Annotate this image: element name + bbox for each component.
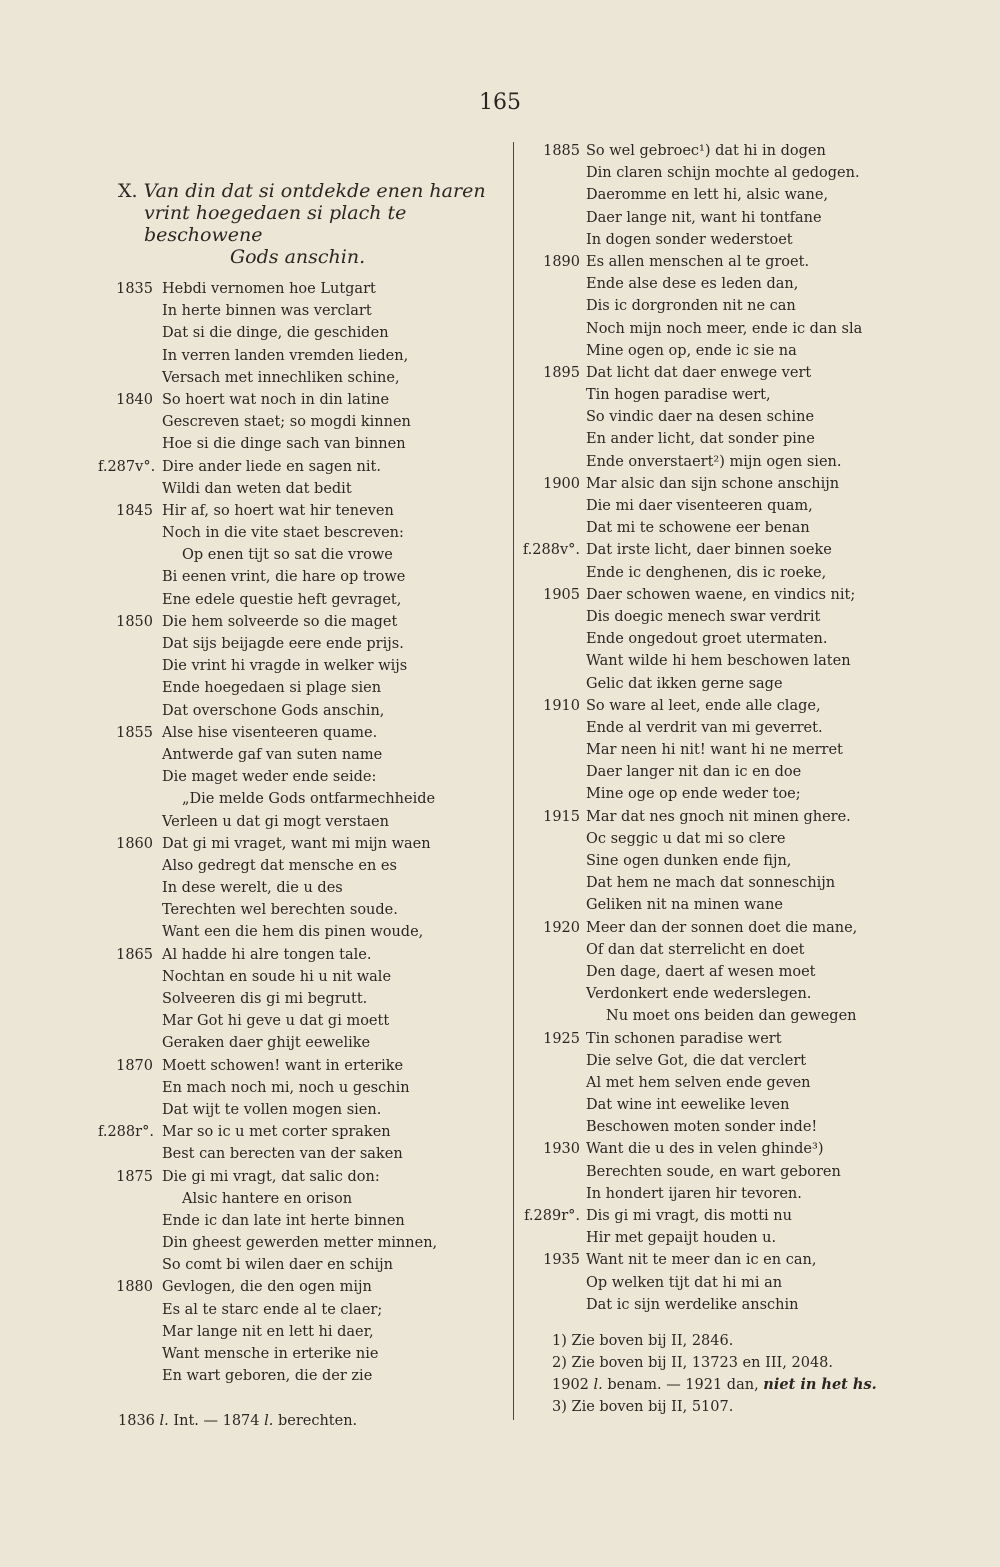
verse-text: Berechten soude, en wart geboren (586, 1163, 841, 1180)
verse-text: Mine oge op ende weder toe; (586, 786, 801, 803)
verse-line (520, 783, 990, 805)
verse-line (98, 1254, 508, 1276)
verse-text: Mine ogen op, ende ic sie na (586, 342, 797, 359)
verse-line (520, 806, 990, 828)
verse-line (98, 1343, 508, 1365)
verse-line (98, 589, 508, 611)
verse-text: Ende hoegedaen si plage sien (162, 680, 382, 697)
verse-number: 1870 (116, 1057, 153, 1074)
verse-number: 1875 (116, 1168, 153, 1185)
verse-text: Hebdi vernomen hoe Lutgart (162, 281, 376, 297)
footnote-verse-number: 1836 (118, 1413, 155, 1429)
verse-line (98, 1121, 508, 1143)
verse-line (98, 1365, 508, 1387)
verse-text: Ende al verdrit van mi geverret. (586, 719, 823, 736)
verse-line (98, 855, 508, 877)
section-numeral: X. (118, 180, 138, 202)
verse-line (520, 828, 990, 850)
verse-text: Noch mijn noch meer, ende ic dan sla (586, 320, 863, 337)
verse-text: Nochtan en soude hi u nit wale (162, 968, 392, 985)
verse-text: Dat hem ne mach dat sonneschijn (586, 875, 836, 892)
footnote-text-2: berechten. (277, 1413, 358, 1429)
section-title-line-3: Gods anschin. (230, 246, 366, 268)
footnote-variant-note: niet in het hs. (763, 1376, 877, 1393)
verse-text: Dis ic dorgronden nit ne can (586, 298, 796, 315)
verse-line (520, 184, 990, 206)
verse-text: Beschowen moten sonder inde! (586, 1119, 818, 1136)
footnote-3: 3) Zie boven bij II, 5107. (552, 1399, 734, 1415)
verse-text: Dat ic sijn werdelike anschin (586, 1296, 799, 1313)
verse-text: Daer lange nit, want hi tontfane (586, 209, 822, 226)
verse-line (98, 1032, 508, 1054)
verse-line (98, 944, 508, 966)
verse-text: Dat wine int eewelike leven (586, 1097, 790, 1114)
verse-number: f.287v°. (98, 458, 156, 475)
verse-line (98, 744, 508, 766)
verse-line (98, 278, 508, 300)
verse-line (98, 300, 508, 322)
verse-text: Al met hem selven ende geven (586, 1074, 811, 1091)
verse-text: Daer schowen waene, en vindics nit; (586, 586, 856, 603)
verse-text: Terechten wel berechten soude. (162, 902, 398, 919)
verse-text: Mar lange nit en lett hi daer, (162, 1323, 374, 1340)
verse-line (98, 389, 508, 411)
verse-text: Dat wijt te vollen mogen sien. (162, 1101, 382, 1118)
verse-line (520, 939, 990, 961)
verse-line (520, 650, 990, 672)
verse-text: Gescreven staet; so mogdi kinnen (162, 414, 411, 431)
verse-line (520, 1183, 990, 1205)
verse-number: 1910 (543, 697, 580, 714)
verse-line (98, 345, 508, 367)
verse-text: Ende ongedout groet utermaten. (586, 631, 828, 648)
verse-line (520, 673, 990, 695)
verse-text: Ende alse dese es leden dan, (586, 276, 799, 293)
verse-line (520, 850, 990, 872)
verse-line (520, 1050, 990, 1072)
verse-line (98, 478, 508, 500)
verse-line (98, 921, 508, 943)
verse-number: 1895 (543, 364, 580, 381)
verse-text: In herte binnen was verclart (162, 303, 372, 320)
verse-line (520, 406, 990, 428)
verse-text: Es allen menschen al te groet. (586, 253, 810, 270)
right-footnotes (552, 1330, 877, 1418)
verse-text: Daeromme en lett hi, alsic wane, (586, 187, 829, 204)
verse-line (520, 495, 990, 517)
verse-line (98, 899, 508, 921)
verse-text: Ende onverstaert²) mijn ogen sien. (586, 453, 842, 470)
section-title-text-1: Van din dat si ontdekde enen haren (143, 180, 486, 202)
verse-line (520, 717, 990, 739)
verse-line (520, 1205, 990, 1227)
verse-line (520, 295, 990, 317)
verse-line (520, 917, 990, 939)
verse-line (98, 611, 508, 633)
verse-text: Moett schowen! want in erterike (162, 1057, 404, 1074)
verse-text: Meer dan der sonnen doet die mane, (586, 919, 858, 936)
verse-text: Die gi mi vragt, dat salic don: (162, 1168, 380, 1185)
verse-line (520, 473, 990, 495)
verse-line (520, 1138, 990, 1160)
verse-text: So wel gebroec¹) dat hi in dogen (586, 143, 826, 159)
verse-line (98, 633, 508, 655)
verse-number: 1920 (543, 919, 580, 936)
verse-number: 1845 (116, 502, 153, 519)
verse-line (98, 788, 508, 810)
verse-line (520, 1094, 990, 1116)
verse-text: Gelic dat ikken gerne sage (586, 675, 783, 692)
verse-number: 1865 (116, 946, 153, 963)
verse-text: Mar Got hi geve u dat gi moett (162, 1013, 390, 1030)
verse-text: Mar dat nes gnoch nit minen ghere. (586, 808, 851, 825)
verse-text: Die hem solveerde so die maget (162, 613, 398, 630)
verse-line (520, 1072, 990, 1094)
verse-line (520, 695, 990, 717)
verse-text: Dis gi mi vragt, dis motti nu (586, 1208, 792, 1224)
verse-text: Op enen tijt so sat die vrowe (182, 547, 393, 564)
verse-line (98, 1299, 508, 1321)
verse-line (98, 1276, 508, 1298)
verse-text: Versach met innechliken schine, (162, 369, 400, 386)
verse-line (520, 761, 990, 783)
verse-text: Want een die hem dis pinen woude, (162, 924, 424, 941)
verse-text: In hondert ijaren hir tevoren. (586, 1185, 802, 1202)
verse-text: Din claren schijn mochte al gedogen. (586, 165, 860, 182)
verse-text: Want mensche in erterike nie (162, 1346, 379, 1362)
verse-text: Verleen u dat gi mogt verstaen (162, 813, 389, 830)
verse-line (520, 451, 990, 473)
verse-text: Dat sijs beijagde eere ende prijs. (162, 636, 404, 652)
verse-line (520, 251, 990, 273)
page-number: 165 (479, 90, 521, 115)
verse-line (520, 428, 990, 450)
verse-text: Nu moet ons beiden dan gewegen (606, 1008, 857, 1025)
verse-line (520, 1249, 990, 1271)
verse-text: Dire ander liede en sagen nit. (162, 458, 381, 475)
verse-text: Dat licht dat daer enwege vert (586, 364, 812, 381)
verse-line (520, 584, 990, 606)
verse-line (98, 433, 508, 455)
verse-line (520, 539, 990, 561)
verse-text: Daer langer nit dan ic en doe (586, 764, 802, 781)
footnote-1: 1) Zie boven bij II, 2846. (552, 1333, 734, 1349)
footnote-lectio-mark-2: l. (264, 1413, 274, 1429)
verse-line (520, 1028, 990, 1050)
footnote-text: Int. — 1874 (173, 1413, 260, 1429)
verse-text: Bi eenen vrint, die hare op trowe (162, 569, 406, 586)
verse-text: Noch in die vite staet bescreven: (162, 525, 404, 542)
verse-text: Best can berecten van der saken (162, 1146, 403, 1163)
verse-line (98, 655, 508, 677)
column-divider (513, 142, 514, 1420)
footnote-2: 2) Zie boven bij II, 13723 en III, 2048. (552, 1355, 834, 1371)
verse-number: 1855 (116, 724, 153, 741)
verse-text: So ware al leet, ende alle clage, (586, 697, 821, 714)
section-title-line-2: vrint hoegedaen si plach te beschowene (144, 202, 407, 246)
verse-text: „Die melde Gods ontfarmechheide (182, 791, 436, 808)
verse-line (520, 562, 990, 584)
verse-number: 1930 (543, 1141, 580, 1158)
verse-text: In dese werelt, die u des (162, 880, 343, 897)
footnote-variant-lectio: l. (593, 1377, 603, 1393)
verse-text: Ende ic dan late int herte binnen (162, 1212, 405, 1229)
verse-number: 1915 (543, 808, 580, 825)
section-title-line-1 (118, 180, 510, 202)
verse-text: Din gheest gewerden metter minnen, (162, 1235, 438, 1252)
verse-number: 1880 (116, 1279, 153, 1296)
verse-text: Mar neen hi nit! want hi ne merret (586, 742, 843, 759)
verse-line (98, 500, 508, 522)
verse-number: 1890 (543, 253, 580, 270)
verse-line (98, 1321, 508, 1343)
verse-text: Wildi dan weten dat bedit (162, 480, 352, 497)
verse-line (520, 362, 990, 384)
verse-line (98, 766, 508, 788)
verse-text: Geraken daer ghijt eewelike (162, 1035, 371, 1052)
verse-text: Dat gi mi vraget, want mi mijn waen (162, 835, 431, 852)
verse-line (98, 988, 508, 1010)
verse-text: Die vrint hi vragde in welker wijs (162, 658, 408, 675)
verse-line (98, 700, 508, 722)
verse-text: Oc seggic u dat mi so clere (586, 830, 786, 847)
verse-text: Want nit te meer dan ic en can, (586, 1252, 817, 1269)
verse-line (98, 1143, 508, 1165)
verse-text: In verren landen vremden lieden, (162, 347, 409, 364)
verse-line (520, 229, 990, 251)
verse-text: Die maget weder ende seide: (162, 769, 377, 786)
verse-line (520, 273, 990, 295)
verse-text: Dat irste licht, daer binnen soeke (586, 542, 832, 559)
footnote-variant-text: benam. — 1921 dan, (607, 1377, 759, 1393)
verse-text: Dat si die dinge, die geschiden (162, 325, 389, 342)
verse-line (98, 877, 508, 899)
verse-line (98, 1188, 508, 1210)
verse-line (520, 517, 990, 539)
verse-line (98, 1010, 508, 1032)
verse-line (520, 606, 990, 628)
verse-text: In dogen sonder wederstoet (586, 231, 793, 248)
verse-text: Die selve Got, die dat verclert (586, 1052, 807, 1069)
verse-text: Ene edele questie heft gevraget, (162, 591, 402, 608)
verse-text: Geliken nit na minen wane (586, 897, 783, 914)
verse-line (520, 340, 990, 362)
verse-number: 1840 (116, 391, 153, 408)
verse-text: Mar alsic dan sijn schone anschijn (586, 475, 840, 492)
verse-line (98, 367, 508, 389)
verse-text: So vindic daer na desen schine (586, 409, 815, 426)
verse-line (98, 544, 508, 566)
verse-line (98, 1232, 508, 1254)
verse-line (98, 1166, 508, 1188)
verse-line (520, 894, 990, 916)
verse-number: 1885 (543, 143, 580, 159)
left-footnote (118, 1410, 357, 1432)
verse-text: Ende ic denghenen, dis ic roeke, (586, 564, 827, 581)
verse-line (520, 1005, 990, 1027)
verse-text: Antwerde gaf van suten name (162, 746, 383, 763)
verse-text: En ander licht, dat sonder pine (586, 431, 815, 448)
verse-text: Gevlogen, die den ogen mijn (162, 1279, 372, 1296)
verse-number: f.288v°. (522, 542, 580, 559)
verse-line (98, 411, 508, 433)
verse-text: Die mi daer visenteeren quam, (586, 498, 813, 514)
verse-text: Al hadde hi alre tongen tale. (162, 946, 372, 963)
verse-line (520, 384, 990, 406)
verse-line (520, 628, 990, 650)
verse-text: Es al te starc ende al te claer; (162, 1301, 383, 1318)
verse-text: Dis doegic menech swar verdrit (586, 608, 821, 625)
verse-text: Solveeren dis gi mi begrutt. (162, 991, 368, 1007)
verse-line (98, 566, 508, 588)
verse-number: 1850 (116, 613, 153, 630)
right-verse-column (520, 140, 990, 1316)
verse-text: Alse hise visenteeren quame. (162, 724, 378, 741)
verse-text: Hir met gepaijt houden u. (586, 1230, 777, 1247)
verse-text: Also gedregt dat mensche en es (162, 857, 397, 874)
verse-text: Tin schonen paradise wert (586, 1030, 782, 1047)
verse-line (520, 1161, 990, 1183)
left-verse-column (98, 278, 508, 1387)
verse-number: 1935 (543, 1252, 580, 1269)
verse-line (98, 1077, 508, 1099)
footnote-variant (552, 1374, 877, 1396)
verse-line (520, 1294, 990, 1316)
verse-number: 1860 (116, 835, 153, 852)
verse-text: So comt bi wilen daer en schijn (162, 1257, 394, 1274)
verse-line (98, 722, 508, 744)
footnote-lectio-mark: l. (159, 1413, 169, 1429)
verse-line (520, 140, 990, 162)
verse-text: Mar so ic u met corter spraken (162, 1124, 391, 1141)
verse-text: En mach noch mi, noch u geschin (162, 1079, 410, 1096)
verse-number: 1900 (543, 475, 580, 492)
verse-line (520, 1227, 990, 1249)
verse-text: Hir af, so hoert wat hir teneven (162, 502, 394, 519)
verse-line (520, 1272, 990, 1294)
verse-line (520, 872, 990, 894)
verse-line (98, 1055, 508, 1077)
verse-line (98, 677, 508, 699)
verse-number: 1925 (543, 1030, 580, 1047)
verse-line (98, 1099, 508, 1121)
verse-line (98, 966, 508, 988)
verse-text: Want die u des in velen ghinde³) (586, 1141, 824, 1158)
verse-line (520, 207, 990, 229)
verse-line (520, 961, 990, 983)
verse-line (98, 1210, 508, 1232)
verse-text: Hoe si die dinge sach van binnen (162, 436, 406, 453)
verse-text: Dat overschone Gods anschin, (162, 702, 385, 719)
verse-text: So hoert wat noch in din latine (162, 391, 390, 408)
verse-text: Verdonkert ende wederslegen. (586, 986, 812, 1003)
footnote-variant-number: 1902 (552, 1377, 589, 1393)
verse-number: f.289r°. (524, 1208, 580, 1224)
verse-line (98, 456, 508, 478)
verse-text: Alsic hantere en orison (182, 1190, 353, 1207)
verse-line (98, 833, 508, 855)
verse-text: Op welken tijt dat hi mi an (586, 1274, 783, 1291)
verse-text: Den dage, daert af wesen moet (586, 963, 816, 980)
verse-line (98, 811, 508, 833)
verse-line (520, 1116, 990, 1138)
verse-number: 1905 (543, 586, 580, 603)
verse-text: Want wilde hi hem beschowen laten (586, 653, 851, 670)
verse-text: Dat mi te schowene eer benan (586, 520, 810, 537)
verse-text: En wart geboren, die der zie (162, 1368, 373, 1385)
verse-text: Sine ogen dunken ende fijn, (586, 853, 792, 869)
verse-text: Of dan dat sterrelicht en doet (586, 941, 805, 958)
section-title (118, 180, 510, 268)
verse-number: f.288r°. (98, 1124, 154, 1141)
verse-line (98, 322, 508, 344)
verse-line (520, 162, 990, 184)
verse-line (98, 522, 508, 544)
verse-number: 1835 (116, 281, 153, 297)
verse-line (520, 983, 990, 1005)
verse-text: Tin hogen paradise wert, (586, 387, 771, 404)
verse-line (520, 739, 990, 761)
verse-line (520, 318, 990, 340)
